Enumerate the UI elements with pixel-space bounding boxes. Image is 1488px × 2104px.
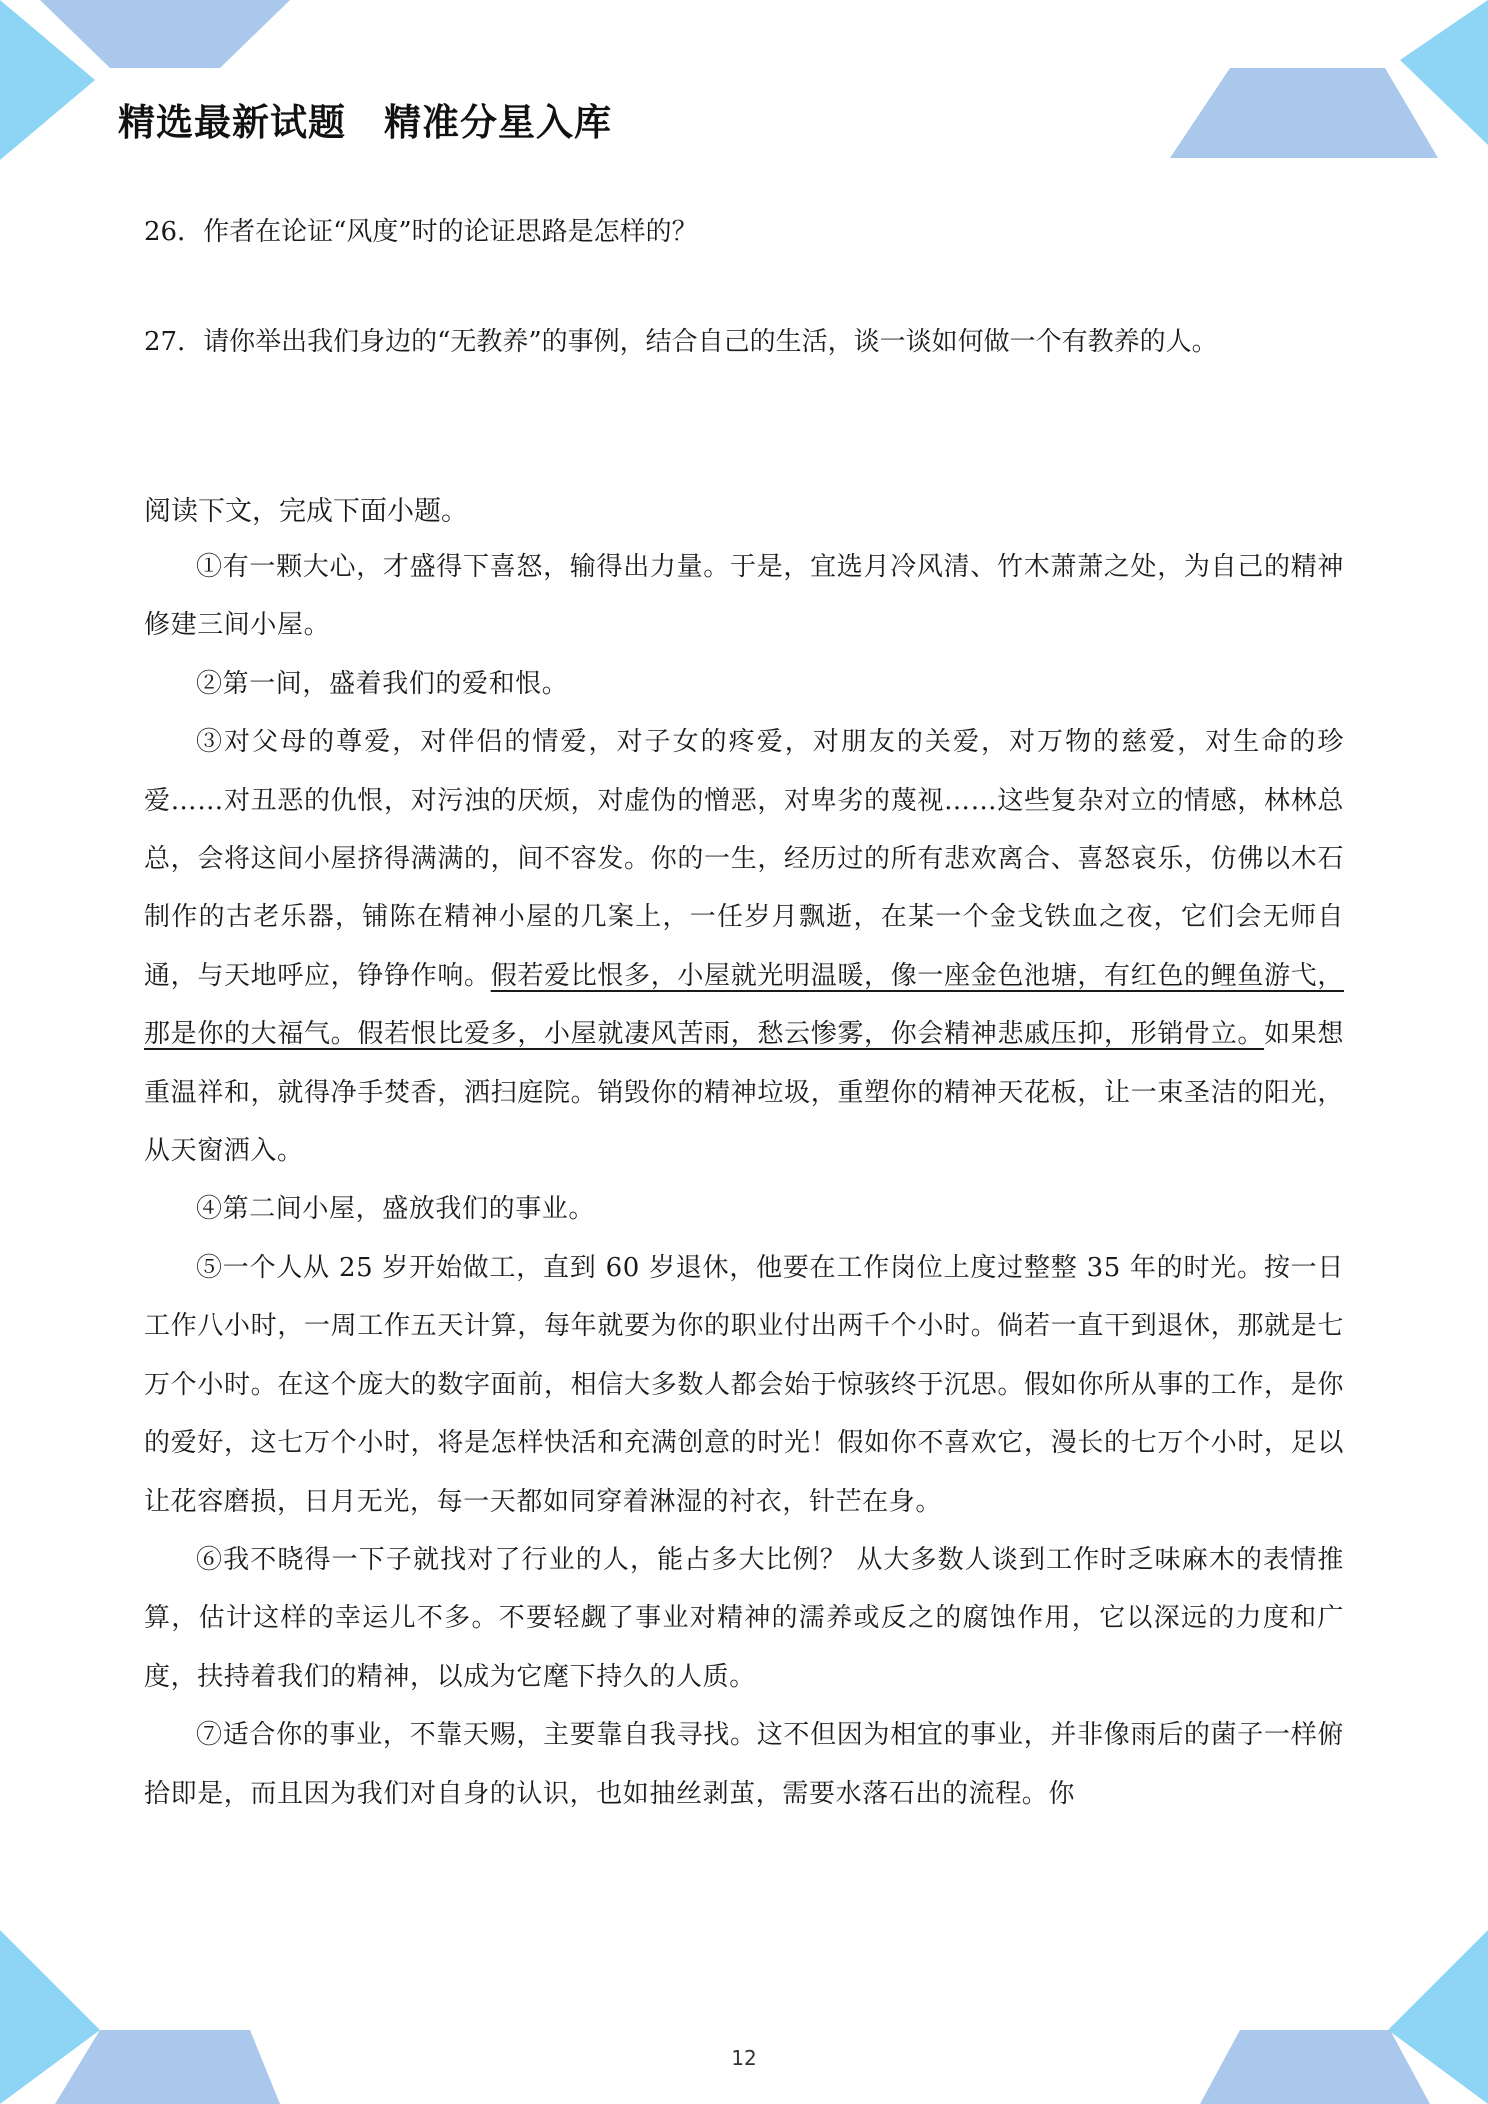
- section-heading: 阅读下文，完成下面小题。: [144, 496, 468, 527]
- corner-decoration-top-right: [1170, 0, 1488, 170]
- passage-paragraph-7: ⑦适合你的事业，不靠天赐，主要靠自我寻找。这不但因为相宜的事业，并非像雨后的菌子一样俯拾即是，而且因为我们对自身的认识，也如抽丝剥茧，需要水落石出的流程。你: [144, 1720, 1344, 1809]
- corner-decoration-bottom-left: [0, 1930, 300, 2104]
- header-title: 精选最新试题 精准分星入库: [118, 101, 612, 144]
- passage-paragraph-6: ⑥我不晓得一下子就找对了行业的人，能占多大比例？ 从大多数人谈到工作时乏味麻木的表情推算，估计这样的幸运儿不多。不要轻觑了事业对精神的濡养或反之的腐蚀作用，它以深远的力度和广度，扶持着我们的精神，以成为它麾下持久的人质。: [144, 1544, 1344, 1692]
- paragraph-3-text: ③对父母的尊爱，对伴侣的情爱，对子女的疼爱，对朋友的关爱，对万物的慈爱，对生命的珍爱……对丑恶的仇恨，对污浊的厌烦，对虚伪的憎恶，对卑劣的蔑视……这些复杂对立的情感，林林总总，会将这间小屋挤得满满的，间不容发。你的一生，经历过的所有悲欢离合、喜怒哀乐，仿佛以木石制作的古老乐器，铺陈在精神小屋的几案上，一任岁月飘逝，在某一个金戈铁血之夜，它们会无师自通，与天地呼应，铮铮作响。: [144, 727, 1344, 991]
- question-27: 27．请你举出我们身边的“无教养”的事例，结合自己的生活，谈一谈如何做一个有教养的人。: [144, 327, 1218, 357]
- passage-paragraph-5: ⑤一个人从 25 岁开始做工，直到 60 岁退休，他要在工作岗位上度过整整 35 年的时光。按一日工作八小时，一周工作五天计算，每年就要为你的职业付出两千个小时。倘若一直干到退休，那就是七万个小时。在这个庞大的数字面前，相信大多数人都会始于惊骇终于沉思。假如你所从事的工作，是你的爱好，这七万个小时，将是怎样快活和充满创意的时光！假如你不喜欢它，漫长的七万个小时，足以让花容磨损，日月无光，每一天都如同穿着淋湿的衬衣，针芒在身。: [144, 1252, 1344, 1517]
- underlined-sentence: 假若爱比恨多，小屋就光明温暖，像一座金色池塘，有红色的鲤鱼游弋，那是你的大福气。假若恨比爱多，小屋就凄风苦雨，愁云惨雾，你会精神悲戚压抑，形销骨立。: [144, 960, 1344, 1050]
- reading-passage: [144, 538, 1344, 1823]
- question-26: 26．作者在论证“风度”时的论证思路是怎样的？: [144, 217, 698, 247]
- passage-paragraph-3: [144, 713, 1344, 1180]
- corner-decoration-bottom-right: [1170, 1930, 1488, 2104]
- paragraph-3-text-end: 如果想重温祥和，就得净手焚香，洒扫庭院。销毁你的精神垃圾，重塑你的精神天花板，让一束圣洁的阳光，从天窗洒入。: [144, 1019, 1344, 1167]
- passage-paragraph-4: ④第二间小屋，盛放我们的事业。: [196, 1194, 596, 1225]
- passage-paragraph-1: ①有一颗大心，才盛得下喜怒，输得出力量。于是，宜选月冷风清、竹木萧萧之处，为自己的精神修建三间小屋。: [144, 552, 1344, 641]
- passage-paragraph-2: ②第一间，盛着我们的爱和恨。: [196, 668, 569, 699]
- page-number: 12: [731, 2046, 757, 2070]
